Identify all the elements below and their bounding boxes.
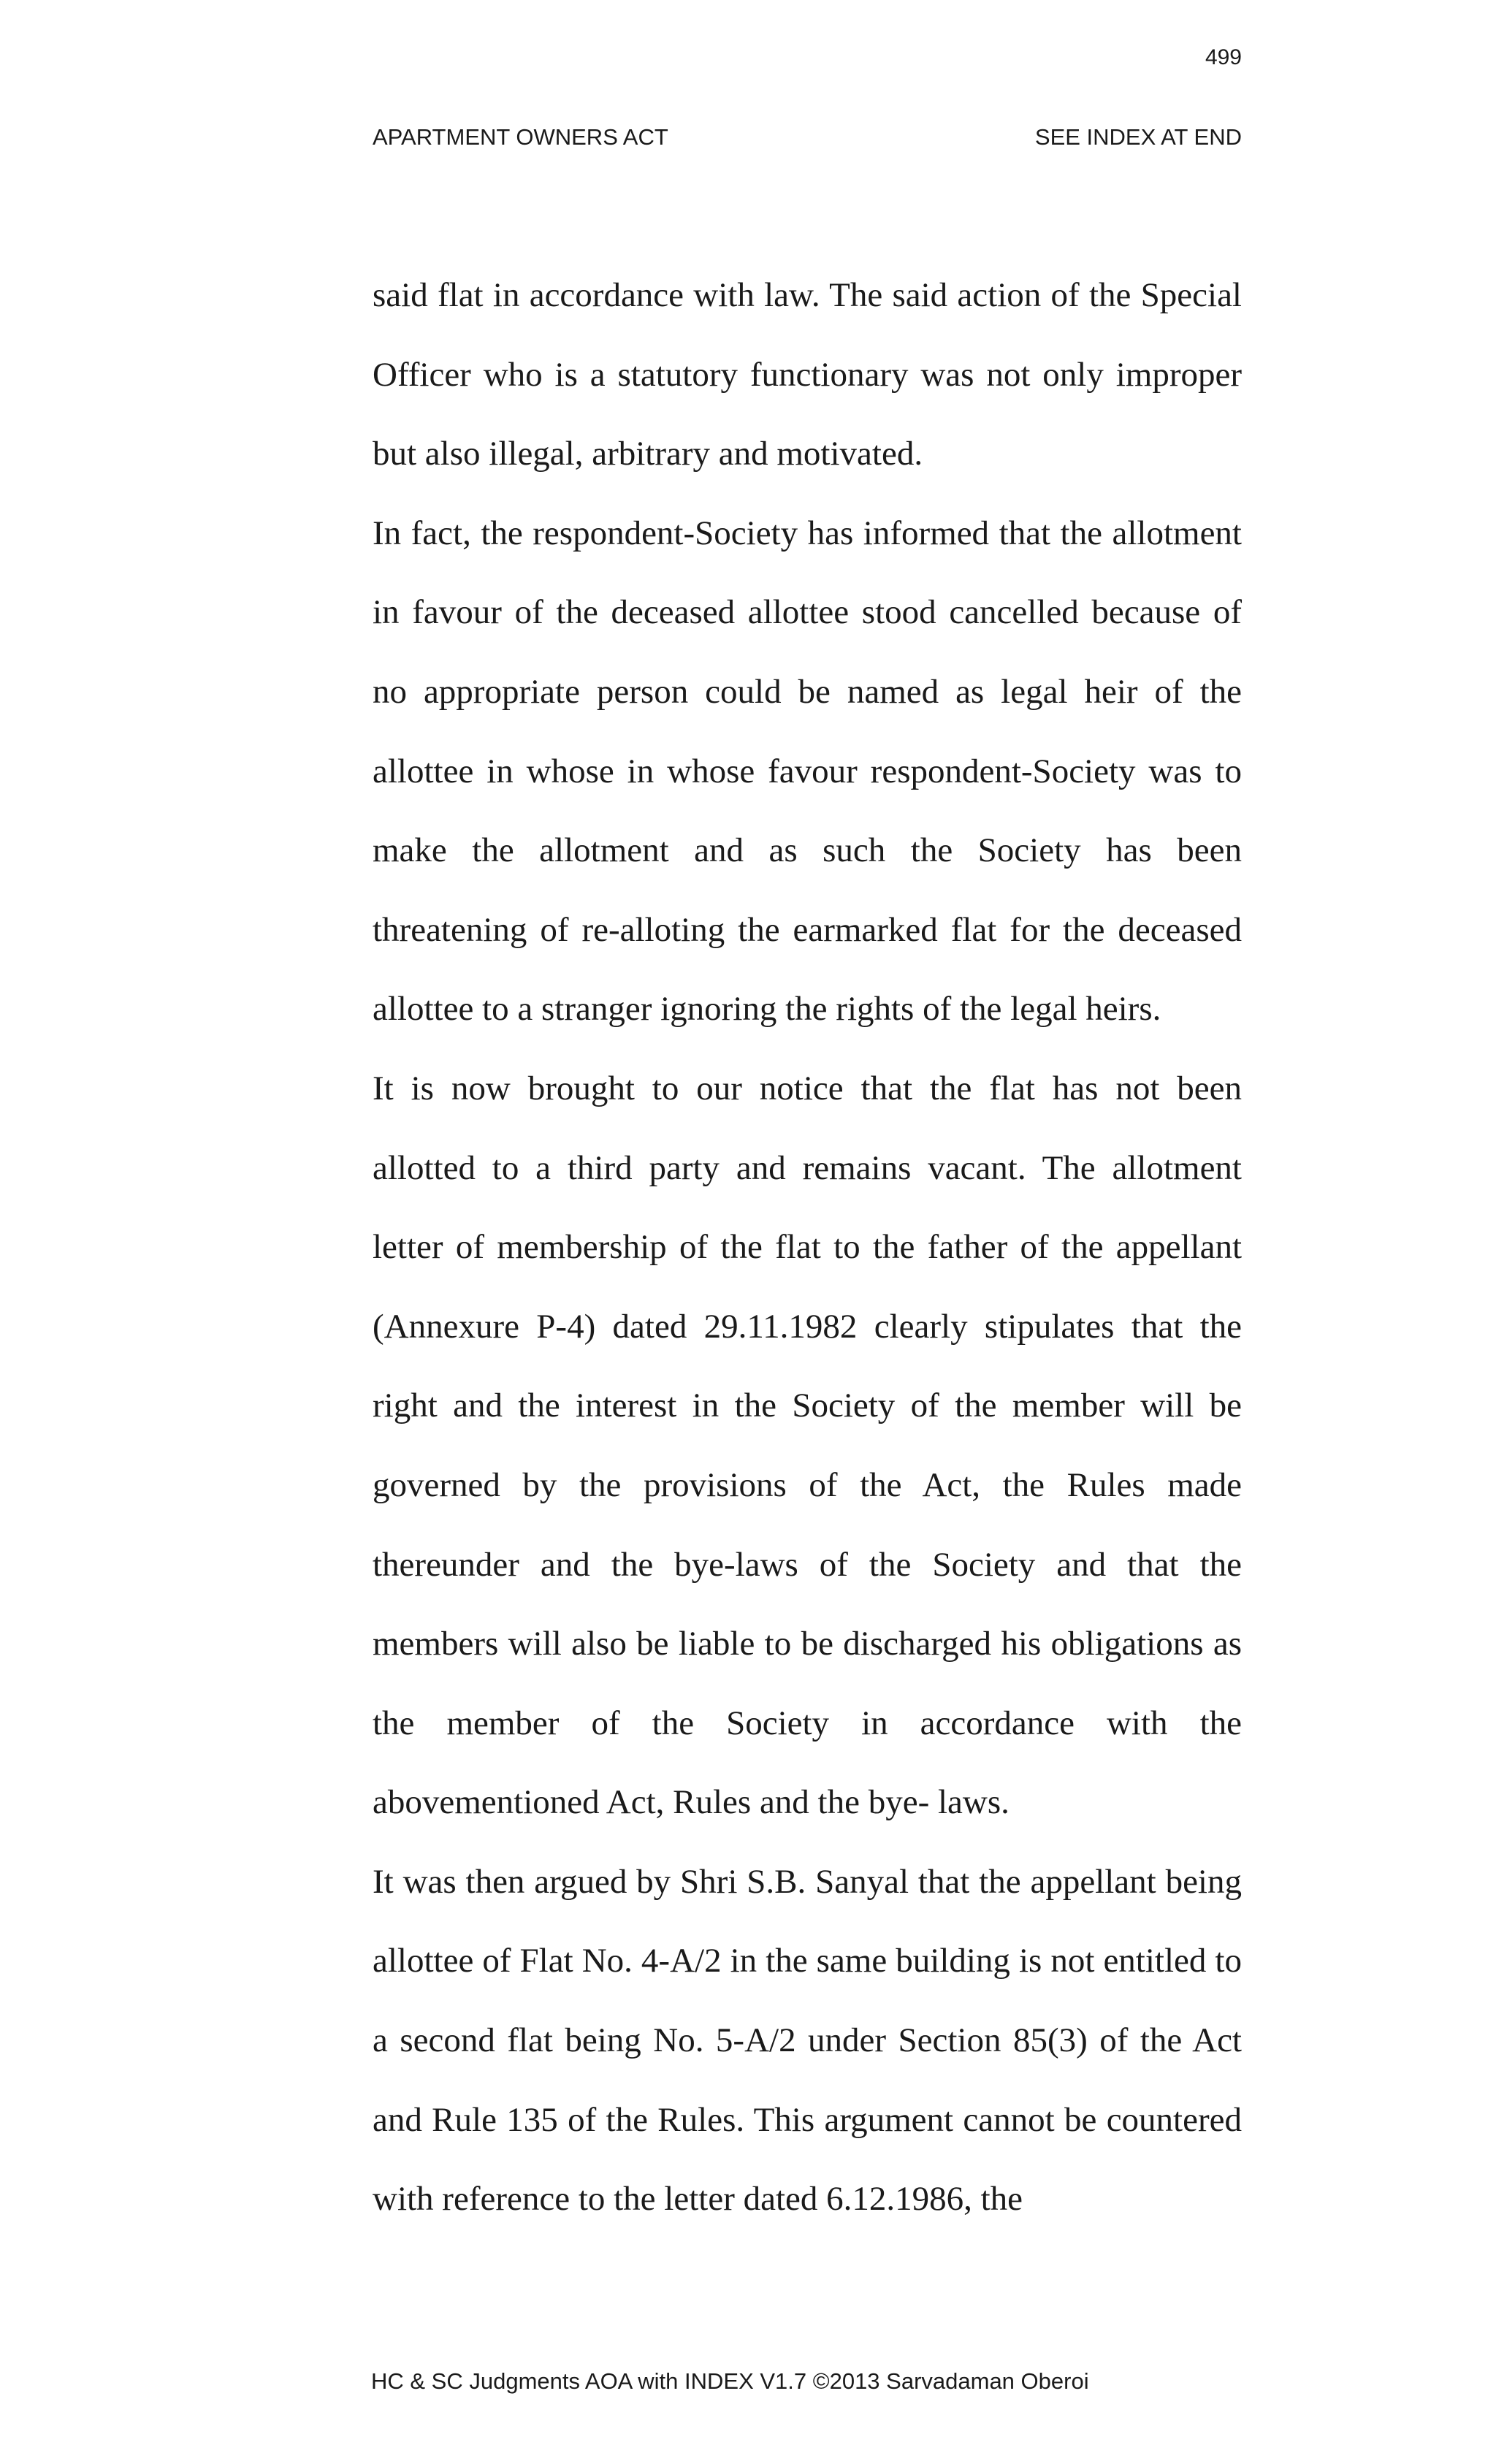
paragraph: said flat in accordance with law. The said action of the Special Officer who is a statutory functionary was not only improper but also illegal, arbitrary and motivated. xyxy=(373,276,1242,473)
running-header xyxy=(373,124,1242,150)
paragraph: It is now brought to our notice that the flat has not been allotted to a third party and remains vacant. The allotment letter of membership of the flat to the father of the appellant (Annexure P-4) dated 29.11.1982 clearly stipulates that the right and the interest in the Society of the member will be governed by the provisions of the Act, the Rules made thereunder and the bye-laws of the Society and that the members will also be liable to be discharged his obligations as the member of the Society in accordance with the abovementioned Act, Rules and the bye- laws. xyxy=(373,1069,1242,1822)
paragraph: In fact, the respondent-Society has informed that the allotment in favour of the deceased allottee stood cancelled because of no appropriate person could be named as legal heir of the allottee in whose in whose favour respondent-Society was to make the allotment and as such the Society has been threatening of re-alloting the earmarked flat for the deceased allottee to a stranger ignoring the rights of the legal heirs. xyxy=(373,514,1242,1029)
header-act-title: APARTMENT OWNERS ACT xyxy=(373,124,668,150)
paragraph: It was then argued by Shri S.B. Sanyal that the appellant being allottee of Flat No. 4-A/2 in the same building is not entitled to a second flat being No. 5-A/2 under Section 85(3) of the Act and Rule 135 of the Rules. This argument cannot be countered with reference to the letter dated 6.12.1986, the xyxy=(373,1862,1242,2219)
footer-copyright: HC & SC Judgments AOA with INDEX V1.7 ©2013 Sarvadaman Oberoi xyxy=(371,2368,1089,2394)
judgment-body xyxy=(373,256,1242,2239)
header-index-note: SEE INDEX AT END xyxy=(1034,124,1242,150)
page-number: 499 xyxy=(1205,45,1242,69)
